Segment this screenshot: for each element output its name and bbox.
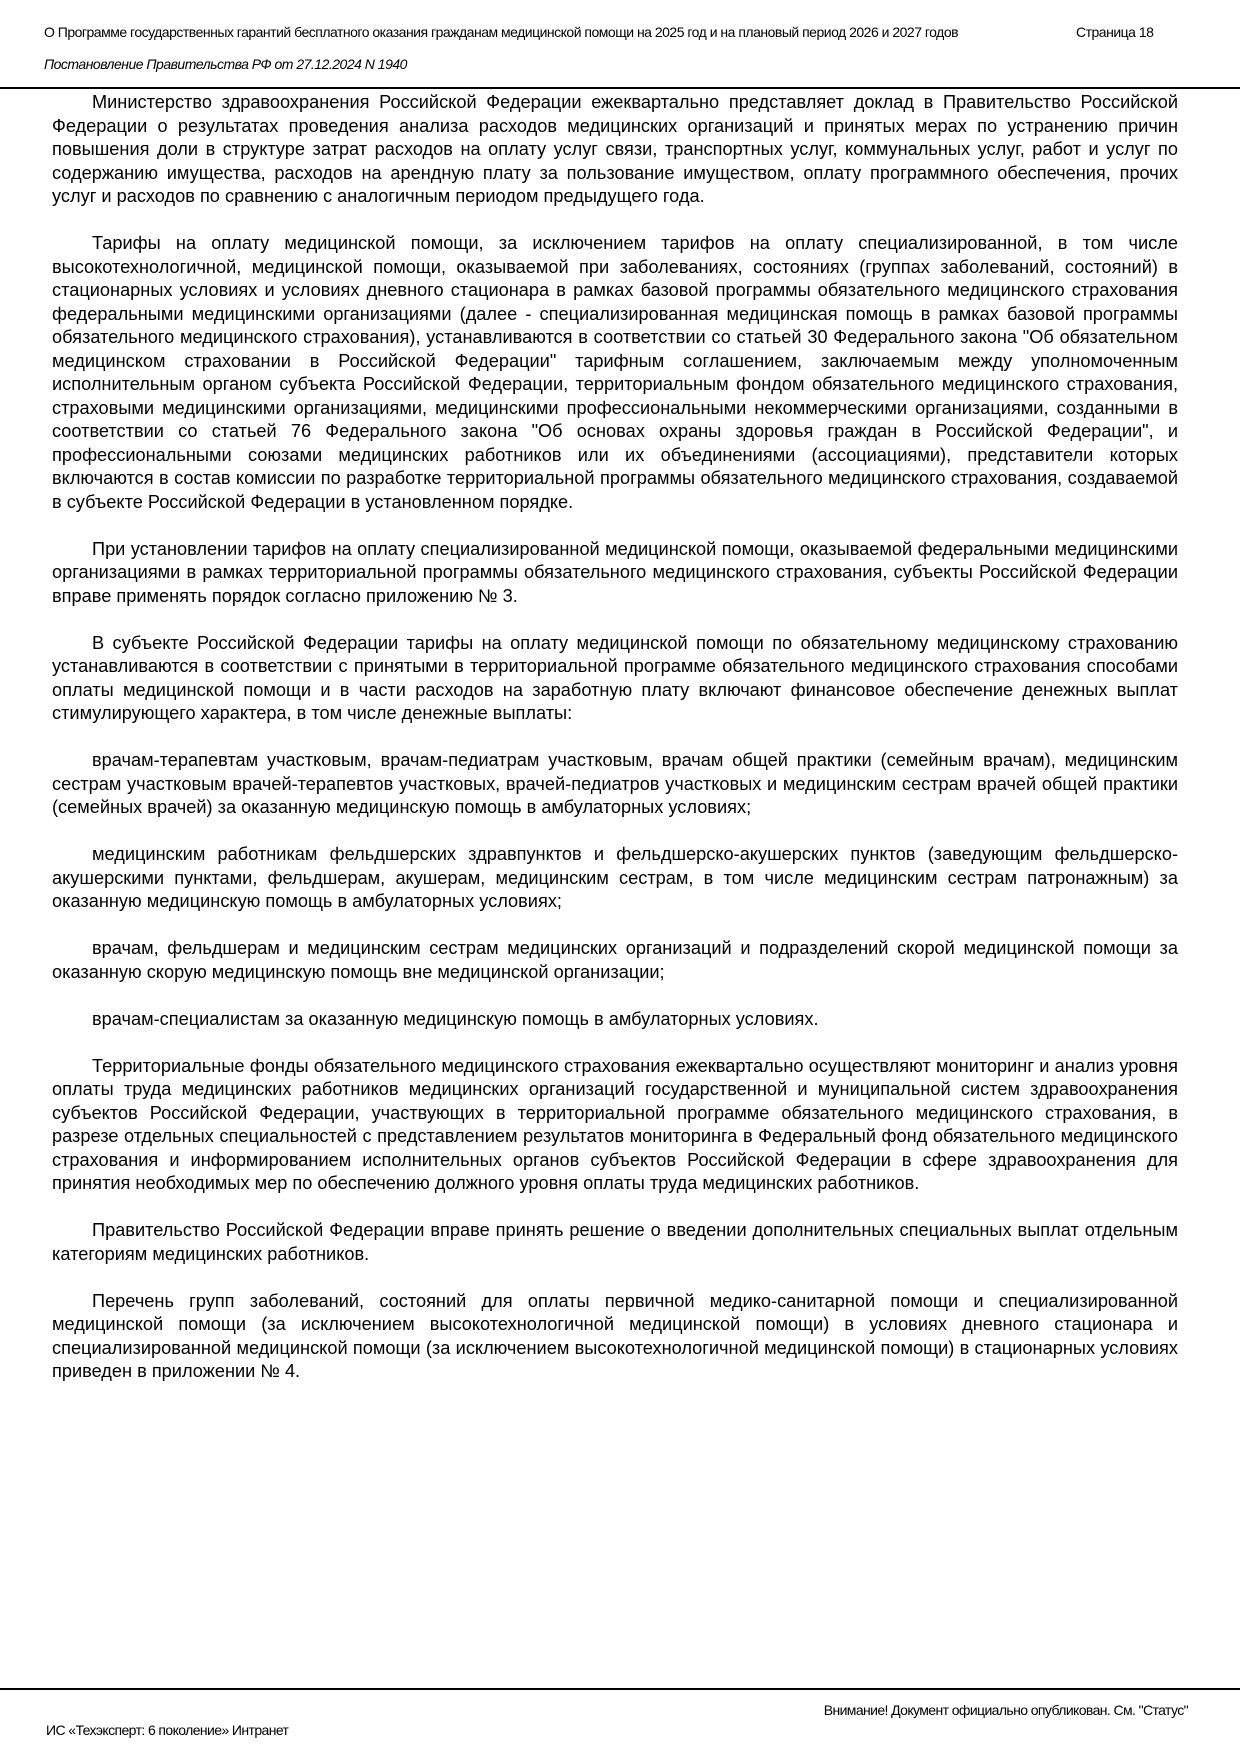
paragraph-federal-tariffs: При установлении тарифов на оплату специализированной медицинской помощи, оказываемой федеральными медицинскими организациями в рамках территориальной программы обязательного медицинского страхования, субъекты Российской Федерации вправе применять порядок согласно приложению № 3.	[52, 538, 1178, 606]
page-number: Страница 18	[1076, 24, 1154, 40]
source-system-label: ИС «Техэксперт: 6 поколение» Интранет	[46, 1722, 289, 1738]
paragraph-monitoring: Территориальные фонды обязательного медицинского страхования ежеквартально осуществляют мониторинг и анализ уровня оплаты труда медицинских работников медицинских организаций государственной и муниципальной систем здравоохранения субъектов Российской Федерации, участвующих в территориальной программе обязательного медицинского страхования, в разрезе отдельных специальностей с представлением результатов мониторинга в Федеральный фонд обязательного медицинского страхования и информированием исполнительных органов субъектов Российской Федерации в сфере здравоохранения для принятия необходимых мер по обеспечению должного уровня оплаты труда медицинских работников.	[52, 1055, 1178, 1193]
list-item-emergency-staff: врачам, фельдшерам и медицинским сестрам медицинских организаций и подразделений скорой медицинской помощи за оказанную скорую медицинскую помощь вне медицинской организации;	[52, 938, 1178, 982]
paragraph-additional-payments: Правительство Российской Федерации вправе принять решение о введении дополнительных специальных выплат отдельным категориям медицинских работников.	[52, 1220, 1178, 1264]
paragraph-tariffs: Тарифы на оплату медицинской помощи, за исключением тарифов на оплату специализированной, в том числе высокотехнологичной, медицинской помощи, оказываемой при заболеваниях, состояниях (группах заболеваний, состояний) в стационарных условиях и условиях дневного стационара в рамках базовой программы обязательного медицинского страхования федеральными медицинскими организациями (далее - специализированная медицинская помощь в рамках базовой программы обязательного медицинского страхования), устанавливаются в соответствии со статьей 30 Федерального закона "Об обязательном медицинском страховании в Российской Федерации" тарифным соглашением, заключаемым между уполномоченным исполнительным органом субъекта Российской Федерации, территориальным фондом обязательного медицинского страхования, страховыми медицинскими организациями, медицинскими профессиональными некоммерческими организациями, созданными в соответствии со статьей 76 Федерального закона "Об основах охраны здоровья граждан в Российской Федерации", и профессиональными союзами медицинских работников или их объединениями (ассоциациями), представители которых включаются в состав комиссии по разработке территориальной программы обязательного медицинского страхования, создаваемой в субъекте Российской Федерации в установленном порядке.	[52, 233, 1178, 512]
paragraph-subject-tariffs: В субъекте Российской Федерации тарифы на оплату медицинской помощи по обязательному медицинскому страхованию устанавливаются в соответствии с принятыми в территориальной программе обязательного медицинского страхования способами оплаты медицинской помощи и в части расходов на заработную плату включают финансовое обеспечение денежных выплат стимулирующего характера, в том числе денежные выплаты:	[52, 632, 1178, 723]
document-title: О Программе государственных гарантий бесплатного оказания гражданам медицинской помощи на 2025 год и на плановый период 2026 и 2027 годов	[44, 24, 959, 40]
header-divider	[0, 87, 1240, 89]
list-item-therapists: врачам-терапевтам участковым, врачам-педиатрам участковым, врачам общей практики (семейным врачам), медицинским сестрам участковым врачей-терапевтов участковых, врачей-педиатров участковых и медицинским сестрам врачей общей практики (семейных врачей) за оказанную медицинскую помощь в амбулаторных условиях;	[52, 750, 1178, 817]
paragraph-disease-groups: Перечень групп заболеваний, состояний для оплаты первичной медико-санитарной помощи и специализированной медицинской помощи (за исключением высокотехнологичной медицинской помощи) в условиях дневного стационара и специализированной медицинской помощи (за исключением высокотехнологичной медицинской помощи) в стационарных условиях приведен в приложении № 4.	[52, 1290, 1178, 1381]
decree-reference: Постановление Правительства РФ от 27.12.2024 N 1940	[44, 56, 407, 72]
footer-divider	[0, 1688, 1240, 1690]
paragraph-ministry-report: Министерство здравоохранения Российской Федерации ежеквартально представляет доклад в Правительство Российской Федерации о результатах проведения анализа расходов медицинских организаций и принятых мерах по устранению причин повышения доли в структуре затрат расходов на оплату услуг связи, транспортных услуг, коммунальных услуг, работ и услуг по содержанию имущества, расходов на арендную плату за пользование имуществом, оплату программного обеспечения, прочих услуг и расходов по сравнению с аналогичным периодом предыдущего года.	[52, 92, 1178, 206]
list-item-feldsher-workers: медицинским работникам фельдшерских здравпунктов и фельдшерско-акушерских пунктов (заведующим фельдшерско-акушерскими пунктами, фельдшерам, акушерам, медицинским сестрам, в том числе медицинским сестрам патронажным) за оказанную медицинскую помощь в амбулаторных условиях;	[52, 844, 1178, 911]
publication-status-notice: Внимание! Документ официально опубликован. См. "Статус"	[823, 1702, 1188, 1718]
document-body	[52, 91, 1178, 1407]
list-item-specialists: врачам-специалистам за оказанную медицинскую помощь в амбулаторных условиях.	[92, 1008, 819, 1029]
